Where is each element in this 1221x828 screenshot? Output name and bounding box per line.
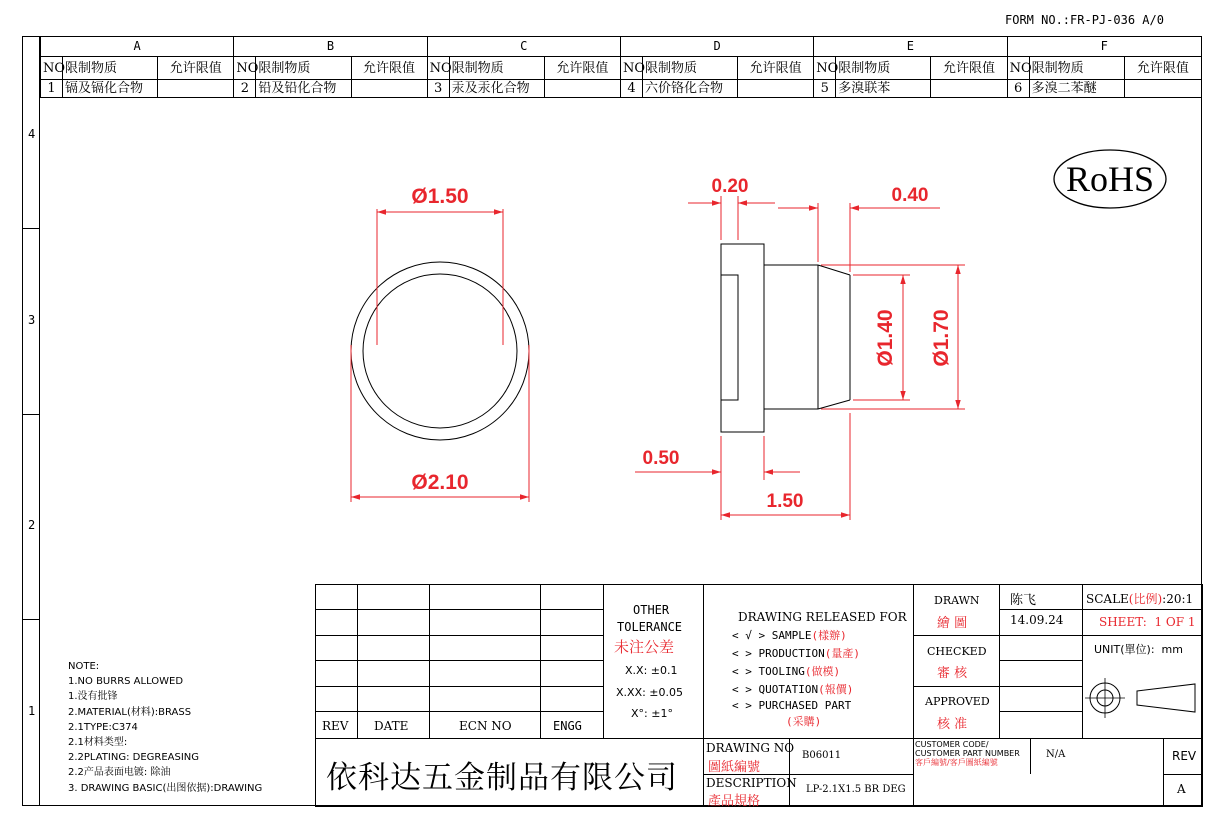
description-value: LP-2.1X1.5 BR DEG <box>806 784 906 795</box>
rohs-text: RoHS <box>1065 159 1155 199</box>
substance-name: 多溴联苯 <box>836 80 931 98</box>
form-number: FORM NO.:FR-PJ-036 A/0 <box>1005 13 1164 27</box>
substance-header-name: 限制物质 <box>63 57 158 80</box>
projection-symbol-icon <box>1085 675 1203 723</box>
zone-col-b: B <box>234 37 427 57</box>
dim-chamfer-width: 0.40 <box>891 185 929 206</box>
substance-header-limit: 允许限值 <box>544 57 620 80</box>
zone-col-a: A <box>41 37 234 57</box>
tolerance-title-cn: 未注公差 <box>614 638 675 656</box>
checked-label: CHECKED <box>927 645 987 658</box>
substance-header-limit: 允许限值 <box>158 57 234 80</box>
substance-header-no: NO <box>620 57 642 80</box>
substance-no: 4 <box>620 80 642 98</box>
description-label: DESCRIPTION <box>706 776 797 790</box>
substance-header-no: NO <box>427 57 449 80</box>
substance-name: 铅及铅化合物 <box>256 80 351 98</box>
rev-label: REV <box>1172 749 1197 763</box>
substance-header-name: 限制物质 <box>836 57 931 80</box>
dim-inner-diameter: Ø1.50 <box>411 185 469 208</box>
zone-col-f: F <box>1007 37 1201 57</box>
zone-row-4: 4 <box>28 127 36 141</box>
rev-value: A <box>1177 782 1186 796</box>
note-line: 1.没有批锋 <box>68 691 118 703</box>
substance-no: 6 <box>1007 80 1029 98</box>
drawn-label: DRAWN <box>934 594 980 607</box>
substance-name: 镉及镉化合物 <box>63 80 158 98</box>
substance-header-name: 限制物质 <box>1029 57 1124 80</box>
substance-name: 六价铬化合物 <box>642 80 737 98</box>
drawing-no-value: B06011 <box>802 750 842 761</box>
substance-header-no: NO <box>41 57 63 80</box>
rev-header: REV <box>322 719 349 733</box>
tolerance-title-2: TOLERANCE <box>617 620 683 634</box>
release-item-production[interactable]: < > PRODUCTION(量產) <box>732 647 860 660</box>
description-label-cn: 產品規格 <box>708 794 761 809</box>
substance-header-no: NO <box>1007 57 1029 80</box>
zone-row-2: 2 <box>28 518 36 532</box>
customer-value: N/A <box>1046 749 1066 760</box>
release-item-sample[interactable]: < √ > SAMPLE(樣辦) <box>732 629 847 642</box>
note-line: 2.2产品表面电镀: 除油 <box>68 767 171 779</box>
tolerance-xx: X.XX: ±0.05 <box>616 686 684 699</box>
zone-col-c: C <box>427 37 620 57</box>
dim-chamfer-diameter: Ø1.40 <box>874 309 897 367</box>
substance-name: 汞及汞化合物 <box>449 80 544 98</box>
notes-block <box>68 659 262 796</box>
substance-header-limit: 允许限值 <box>351 57 427 80</box>
note-line: 1.NO BURRS ALLOWED <box>68 676 184 688</box>
tolerance-angle: X°: ±1° <box>631 707 673 720</box>
company-name: 依科达五金制品有限公司 <box>326 760 678 796</box>
substance-header-name: 限制物质 <box>642 57 737 80</box>
dim-slot-width: 0.50 <box>642 448 680 469</box>
drawn-date: 14.09.24 <box>1010 613 1064 627</box>
note-line: 3. DRAWING BASIC(出图依据):DRAWING <box>68 782 263 794</box>
engg-header: ENGG <box>553 719 582 733</box>
tolerance-title-1: OTHER <box>633 603 670 617</box>
zone-row-1: 1 <box>28 704 36 718</box>
front-view <box>351 262 529 440</box>
release-item-purchased[interactable]: < > PURCHASED PART <box>732 699 852 712</box>
tolerance-x: X.X: ±0.1 <box>625 664 678 677</box>
substance-header-no: NO <box>814 57 836 80</box>
substance-header-limit: 允许限值 <box>738 57 814 80</box>
side-view <box>721 244 850 432</box>
drawing-no-label-cn: 圖紙編號 <box>708 760 761 775</box>
dim-outer-diameter: Ø2.10 <box>411 471 469 494</box>
substance-name: 多溴二苯醚 <box>1029 80 1124 98</box>
substance-no: 1 <box>41 80 63 98</box>
customer-label: CUSTOMER CODE/ CUSTOMER PART NUMBER 客戶編號/客戶圖紙編號 <box>915 740 1020 767</box>
substance-no: 5 <box>814 80 836 98</box>
dim-body-diameter: Ø1.70 <box>930 309 953 367</box>
substance-no: 3 <box>427 80 449 98</box>
sheet-field: SHEET: 1 OF 1 <box>1099 615 1196 629</box>
dim-total-length: 1.50 <box>766 491 804 512</box>
checked-label-cn: 審 核 <box>937 666 968 681</box>
release-item-tooling[interactable]: < > TOOLING(做模) <box>732 665 841 678</box>
note-line: 2.MATERIAL(材料):BRASS <box>68 706 192 718</box>
note-line: NOTE: <box>68 661 100 672</box>
substance-header-no: NO <box>234 57 256 80</box>
scale-field: SCALE(比例):20:1 <box>1086 592 1194 606</box>
substance-header-limit: 允许限值 <box>1124 57 1201 80</box>
note-line: 2.1TYPE:C374 <box>68 721 138 733</box>
release-title: DRAWING RELEASED FOR <box>738 610 907 624</box>
substance-no: 2 <box>234 80 256 98</box>
note-line: 2.2PLATING: DEGREASING <box>68 752 200 764</box>
note-line: 2.1材料类型: <box>68 737 128 749</box>
approved-label: APPROVED <box>925 695 990 708</box>
drawn-by: 陈飞 <box>1010 593 1037 608</box>
date-header: DATE <box>374 719 409 733</box>
release-item-purchased-cn: (采購) <box>786 715 822 728</box>
unit-field: UNIT(單位): mm <box>1094 643 1183 656</box>
drawn-label-cn: 繪 圖 <box>937 616 968 631</box>
zone-col-d: D <box>620 37 813 57</box>
approved-label-cn: 核 准 <box>937 717 968 732</box>
dim-flange-width: 0.20 <box>711 176 749 197</box>
ecn-header: ECN NO <box>459 719 512 733</box>
release-item-quotation[interactable]: < > QUOTATION(報價) <box>732 683 854 696</box>
zone-col-e: E <box>814 37 1007 57</box>
zone-row-3: 3 <box>28 313 36 327</box>
substance-header-limit: 允许限值 <box>931 57 1007 80</box>
substance-header-name: 限制物质 <box>449 57 544 80</box>
substance-header-name: 限制物质 <box>256 57 351 80</box>
drawing-no-label: DRAWING NO <box>706 741 795 755</box>
